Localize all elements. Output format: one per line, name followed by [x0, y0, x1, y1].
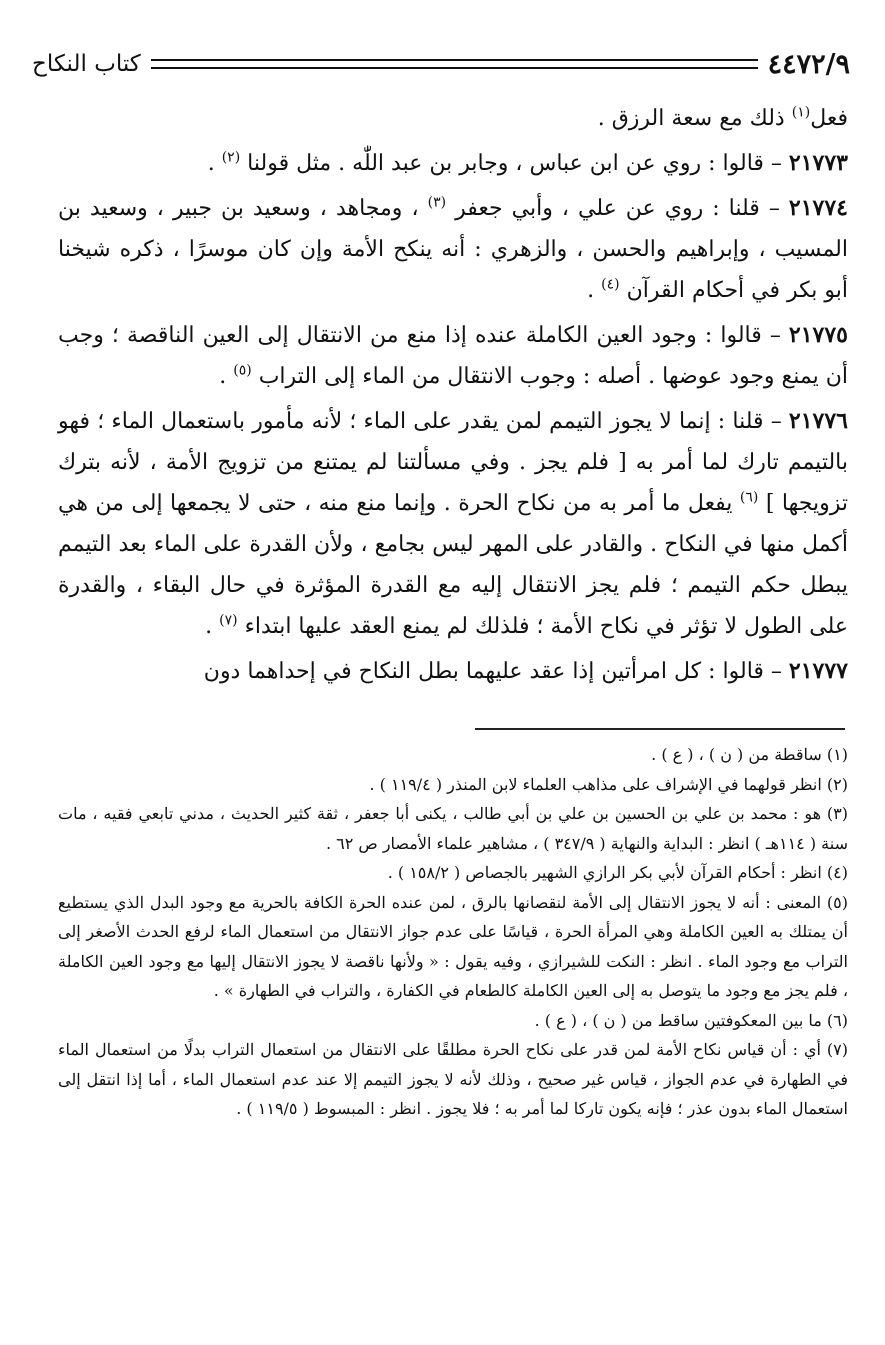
footnote-ref: (٤) [601, 276, 620, 293]
footnote-2: (٢) انظر قولهما في الإشراف على مذاهب العلماء لابن المنذر ( ١١٩/٤ ) . [369, 774, 848, 794]
paragraph-text: – قالوا : كل امرأتين إذا عقد عليهما بطل النكاح في إحداهما دون [203, 659, 789, 684]
footnote-ref: (٣) [427, 194, 447, 211]
issue-number: ٢١٧٧٣ [788, 150, 848, 176]
issue-number: ٢١٧٧٦ [788, 408, 848, 434]
paragraph-text: – قالوا : وجود العين الكاملة عنده إذا منع من الانتقال إلى العين الناقصة ؛ وجب أن يمنع وجود عوضها . أصله : وجوب الانتقال من الماء إلى التراب [58, 323, 848, 389]
footnote-1: (١) ساقطة من ( ن ) ، ( ع ) . [651, 745, 848, 764]
paragraph-text: ذلك مع سعة الرزق . [597, 106, 785, 131]
footnote-separator [475, 728, 845, 730]
paragraph-text: . [219, 364, 234, 389]
issue-number: ٢١٧٧٤ [788, 195, 848, 221]
paragraph-21776 [58, 401, 848, 647]
footnote-ref: (٧) [219, 612, 238, 629]
paragraph-text: . [587, 278, 602, 303]
paragraph-21774 [58, 188, 848, 311]
header-double-rule [151, 59, 758, 69]
issue-number: ٢١٧٧٧ [788, 658, 848, 684]
paragraph-text: . [205, 614, 220, 639]
footnote-7: (٧) أي : أن قياس نكاح الأمة لمن قدر على نكاح الحرة مطلقًا على الانتقال من استعمال التراب بدلًا من استعمال الماء في الطهارة في عدم الجواز ، قياس غير صحيح ، وذلك لأنه لا يجوز التيمم إلا عند عدم استعمال الماء ، أما إذا انتقل إلى استعمال الماء بدون عذر ؛ فإنه يكون تاركا لما أمر به ؛ فلا يجوز . انظر : المبسوط ( ١١٩/٥ ) . [58, 1040, 848, 1118]
paragraph-21777 [58, 651, 848, 692]
footnote-ref: (١) [791, 104, 811, 121]
paragraph-text: ، ومجاهد ، وسعيد بن جبير ، وسعيد بن المسيب ، وإبراهيم والحسن ، والزهري : أنه ينكح الأمة وإن كان موسرًا ، ذكره شيخنا أبو بكر في أحكام القرآن [58, 196, 848, 303]
paragraph-21773 [58, 143, 848, 184]
page-number: ٤٤٧٢/٩ [767, 48, 850, 80]
paragraph-text: – قلنا : روي عن علي ، وأبي جعفر [455, 196, 789, 221]
paragraph-text: – قلنا : إنما لا يجوز التيمم لمن يقدر على الماء ؛ لأنه مأمور باستعمال الماء ؛ فهو بالتيمم تارك لما أمر به [ فلم يجز . وفي مسألتنا لم يمتنع من تزويج الأمة ، لأنه بترك تزويجها ] [58, 409, 848, 516]
footnote-ref: (٥) [233, 362, 252, 379]
paragraph-continuation [58, 98, 848, 139]
book-title: كتاب النكاح [32, 51, 141, 77]
running-header [32, 44, 850, 84]
footnotes [58, 740, 848, 1124]
main-text [58, 98, 848, 692]
footnote-6: (٦) ما بين المعكوفتين ساقط من ( ن ) ، ( ع ) . [534, 1010, 848, 1030]
footnote-4: (٤) انظر : أحكام القرآن لأبي بكر الرازي الشهير بالجصاص ( ١٥٨/٢ ) . [387, 863, 848, 882]
paragraph-text: يفعل ما أمر به من نكاح الحرة . وإنما منع منه ، حتى لا يجمعها إلى من هي أكمل منها في النكاح . والقادر على المهر ليس بجامع ، ولأن القدرة على الماء بعد التيمم يبطل حكم التيمم ؛ فلم يجز الانتقال إليه مع القدرة المؤثرة في حال البقاء ، والقدرة على الطول لا تؤثر في نكاح الأمة ؛ فلذلك لم يمنع العقد عليها ابتداء [58, 491, 848, 639]
issue-number: ٢١٧٧٥ [788, 322, 848, 348]
footnote-ref: (٦) [739, 489, 759, 506]
paragraph-text: . [207, 151, 222, 176]
footnote-3: (٣) هو : محمد بن علي بن الحسين بن علي بن أبي طالب ، يكنى أبا جعفر ، ثقة كثير الحديث ، مدني تابعي فقيه ، مات سنة ( ١١٤هـ ) انظر : البداية والنهاية ( ٣٤٧/٩ ) ، مشاهير علماء الأمصار ص ٦٢ . [58, 804, 848, 853]
paragraph-text: فعل [810, 106, 848, 131]
footnote-5: (٥) المعنى : أنه لا يجوز الانتقال إلى الأمة لنقصانها بالرق ، لمن عنده الحرة الكافة بالحرية مع وجود البدل الذي يستطيع أن يمتلك به العين الكاملة وهي المرأة الحرة ، قياسًا على عدم جواز الانتقال من استعمال الماء لرفع الحدث الأصغر إلى التراب مع وجود الماء . انظر : النكت للشيرازي ، وفيه يقول : « ولأنها ناقصة لا يجوز الانتقال إليها مع وجود العين الكاملة ، فلم يجز مع وجود ما يتوصل به إلى العين الكاملة كالطعام في الكفارة ، والتراب في الطهارة » . [58, 892, 848, 1000]
paragraph-text: – قالوا : روي عن ابن عباس ، وجابر بن عبد اللّٰه . مثل قولنا [247, 151, 789, 176]
footnote-ref: (٢) [221, 149, 241, 166]
paragraph-21775 [58, 315, 848, 397]
